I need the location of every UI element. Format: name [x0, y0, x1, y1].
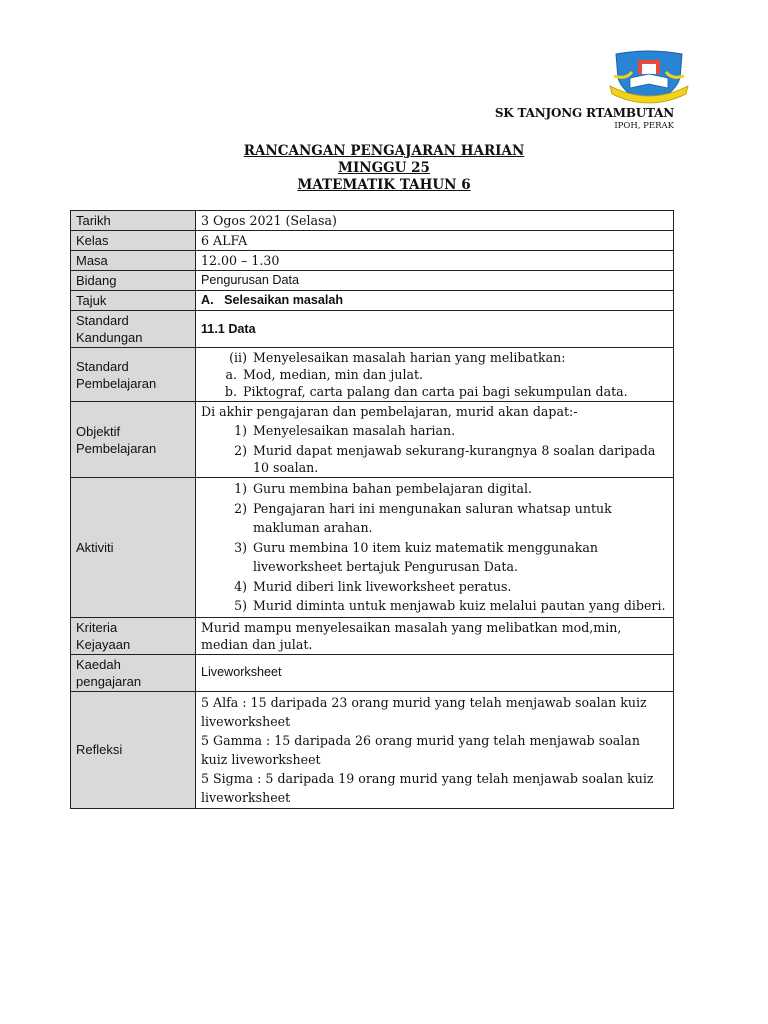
tajuk-marker: A.	[201, 293, 214, 307]
list-marker: 2)	[234, 500, 247, 516]
row-label-kaedah	[71, 654, 196, 691]
list-text: Murid diberi link liveworksheet peratus.	[253, 578, 512, 594]
row-value-kriteria: Murid mampu menyelesaikan masalah yang melibatkan mod,min, median dan julat.	[196, 617, 674, 654]
row-label-tarikh: Tarikh	[71, 211, 196, 231]
list-marker: b.	[224, 384, 237, 399]
objektif-intro: Di akhir pengajaran dan pembelajaran, murid akan dapat:-	[201, 404, 578, 419]
tajuk-text: Selesaikan masalah	[224, 293, 344, 307]
table-row	[71, 211, 674, 231]
table-row	[71, 291, 674, 311]
list-item	[201, 499, 668, 538]
list-marker: (ii)	[229, 350, 247, 365]
list-marker: a.	[225, 367, 237, 382]
list-item	[201, 349, 668, 366]
row-value-standard-kandungan: 11.1 Data	[196, 311, 674, 348]
refleksi-line: 5 Sigma : 5 daripada 19 orang murid yang telah menjawab soalan kuiz liveworksheet	[201, 770, 654, 805]
list-marker: 4)	[234, 578, 247, 594]
refleksi-line: 5 Alfa : 15 daripada 23 orang murid yang telah menjawab soalan kuiz liveworksheet	[201, 694, 647, 729]
school-header	[495, 106, 674, 131]
label-line: Pembelajaran	[76, 375, 157, 391]
row-value-refleksi	[196, 691, 674, 808]
document-title	[0, 143, 768, 194]
list-text: Menyelesaikan masalah harian.	[253, 423, 456, 438]
row-value-standard-pembelajaran	[196, 348, 674, 402]
list-text: Piktograf, carta palang dan carta pai bagi sekumpulan data.	[243, 384, 628, 399]
list-text: Guru membina bahan pembelajaran digital.	[253, 481, 532, 496]
table-row	[71, 271, 674, 291]
title-line-3: MATEMATIK TAHUN 6	[297, 177, 471, 193]
table-row	[71, 654, 674, 691]
row-label-standard-kandungan	[71, 311, 196, 348]
row-label-kriteria	[71, 617, 196, 654]
row-value-tarikh: 3 Ogos 2021 (Selasa)	[196, 211, 674, 231]
school-location: IPOH, PERAK	[614, 121, 674, 131]
row-value-objektif	[196, 402, 674, 478]
school-crest-logo	[608, 50, 690, 106]
row-value-masa: 12.00 – 1.30	[196, 251, 674, 271]
list-item	[201, 538, 668, 577]
list-item	[201, 442, 668, 476]
list-item	[201, 383, 668, 400]
table-row	[71, 691, 674, 808]
list-text: Murid dapat menjawab sekurang-kurangnya 8 soalan daripada 10 soalan.	[253, 443, 656, 475]
table-row	[71, 402, 674, 478]
row-value-kelas: 6 ALFA	[196, 231, 674, 251]
row-value-tajuk	[196, 291, 674, 311]
label-line: Standard	[76, 313, 129, 328]
row-label-standard-pembelajaran	[71, 348, 196, 402]
school-name: SK TANJONG RTAMBUTAN	[494, 106, 674, 120]
list-item	[201, 422, 668, 439]
label-line: Pembelajaran	[76, 440, 157, 456]
list-marker: 1)	[234, 481, 247, 496]
list-text: Pengajaran hari ini mengunakan saluran whatsap untuk makluman arahan.	[253, 500, 612, 535]
list-text: Murid diminta untuk menjawab kuiz melalui pautan yang diberi.	[253, 598, 666, 613]
row-label-refleksi: Refleksi	[71, 691, 196, 808]
label-line: pengajaran	[76, 673, 142, 689]
list-marker: 5)	[234, 598, 247, 613]
lesson-plan-table	[70, 210, 674, 809]
list-text: Menyelesaikan masalah harian yang melibatkan:	[253, 350, 566, 365]
row-value-bidang: Pengurusan Data	[196, 271, 674, 291]
list-item	[201, 366, 668, 383]
row-label-objektif	[71, 402, 196, 478]
table-row	[71, 251, 674, 271]
label-line: Kaedah	[76, 656, 121, 672]
label-line: Objektif	[76, 423, 121, 439]
table-row	[71, 348, 674, 402]
title-line-1: RANCANGAN PENGAJARAN HARIAN	[243, 143, 525, 159]
list-text: Mod, median, min dan julat.	[243, 367, 424, 382]
list-marker: 2)	[234, 443, 247, 458]
table-row	[71, 617, 674, 654]
row-value-aktiviti	[196, 478, 674, 618]
label-line: Kejayaan	[76, 636, 131, 652]
row-label-tajuk: Tajuk	[71, 291, 196, 311]
label-line: Kandungan	[76, 330, 143, 345]
table-row	[71, 478, 674, 618]
list-item	[201, 479, 668, 499]
row-label-bidang: Bidang	[71, 271, 196, 291]
list-marker: 1)	[234, 423, 247, 438]
row-label-masa: Masa	[71, 251, 196, 271]
table-row	[71, 311, 674, 348]
list-item	[201, 596, 668, 616]
row-value-kaedah: Liveworksheet	[196, 654, 674, 691]
row-label-kelas: Kelas	[71, 231, 196, 251]
list-marker: 3)	[234, 539, 247, 555]
refleksi-line: 5 Gamma : 15 daripada 26 orang murid yang telah menjawab soalan kuiz liveworksheet	[201, 732, 640, 767]
table-row	[71, 231, 674, 251]
title-line-2: MINGGU 25	[338, 160, 430, 176]
row-label-aktiviti: Aktiviti	[71, 478, 196, 618]
list-item	[201, 577, 668, 597]
label-line: Kriteria	[76, 619, 118, 635]
list-text: Guru membina 10 item kuiz matematik menggunakan liveworksheet bertajuk Pengurusan Data.	[253, 539, 599, 574]
label-line: Standard	[76, 358, 129, 374]
